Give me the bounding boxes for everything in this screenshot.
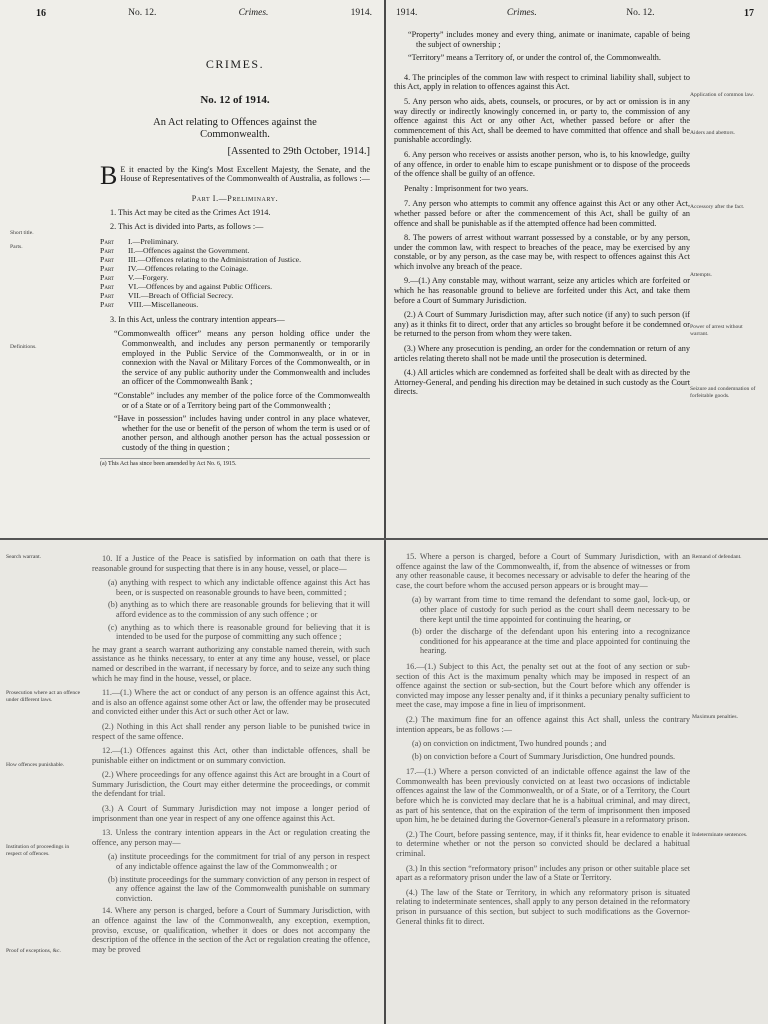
running-header-right xyxy=(396,6,754,20)
margin-note: Seizure and condemnation of forfeitable goods. xyxy=(690,386,756,399)
paragraph-a: (a) by warrant from time to time remand the defendant to some gaol, lock-up, or other place of custody for such period as the court shall deem necessary to be there kept until the time appointed for continuing the hearing, or xyxy=(412,595,690,624)
footnote: (a) This Act has since been amended by Act No. 6, 1915. xyxy=(100,458,370,468)
margin-note: Short title. xyxy=(10,230,34,236)
section-6: 6. Any person who receives or assists another person, who is, to his knowledge, guilty of any offence, in order to enable him to escape punishment or to dispose of the proceeds of the offence shall be guilty of an offence. xyxy=(394,149,690,179)
paragraph-a: (a) institute proceedings for the commitment for trial of any person in respect of any indictable offence against the law of the Commonwealth ; or xyxy=(108,852,370,872)
section-2: 2. This Act is divided into Parts, as follows :— xyxy=(110,222,264,232)
running-topic: Crimes. xyxy=(238,8,269,18)
section-9-1: 9.—(1.) Any constable may, without warrant, seize any articles which are forfeited or which he has reasonable ground to believe are forfeited under this Act, and take them before a Court of Summary Jurisdiction. xyxy=(394,276,690,305)
section-11-2: (2.) Nothing in this Act shall render any person liable to be punished twice in respect of the same offence. xyxy=(92,721,370,741)
drop-cap: B xyxy=(100,160,118,190)
margin-note: Institution of proceedings in respect of offences. xyxy=(6,844,70,857)
lower-left-body xyxy=(92,554,370,959)
enacting-formula xyxy=(100,160,370,190)
act-short-title: CRIMES. xyxy=(205,57,265,71)
lower-left-page xyxy=(0,540,384,1024)
paragraph-a: (a) anything with respect to which any indictable offence against this Act has been, or is suspected on reasonable grounds to have been, committed ; xyxy=(108,578,370,597)
enacting-text: E it enacted by the King's Most Excellent Majesty, the Senate, and the House of Representatives of the Commonwealth of Australia, as follows :— xyxy=(120,164,370,184)
margin-note: Indeterminate sentences. xyxy=(692,832,748,838)
section-17-3: (3.) In this section “reformatory prison” includes any prison or other suitable place set apart as a reformatory prison under the law of a State or Territory. xyxy=(396,863,690,883)
section-7: 7. Any person who attempts to commit any offence against this Act or any other Act, whether passed before or after the commencement of this Act, shall be guilty of an offence and shall be punishable as if the attempted offence had been committed. xyxy=(394,199,690,228)
section-10: 10. If a Justice of the Peace is satisfied by information on oath that there is reasonable ground for suspecting that there is in any house, vessel, or place— xyxy=(92,554,370,573)
margin-note: How offences punishable. xyxy=(6,762,65,768)
margin-note: Aiders and abettors. xyxy=(690,130,735,136)
paragraph-b: (b) institute proceedings for the summary conviction of any person in respect of any offence against the law of the Commonwealth punishable on summary conviction. xyxy=(108,874,370,903)
section-4: 4. The principles of the common law with respect to criminal liability shall, subject to this Act, apply in relation to offences against this Act. xyxy=(394,72,690,92)
section-12-3: (3.) A Court of Summary Jurisdiction may not impose a longer period of imprisonment than one year in respect of any one offence against this Act. xyxy=(92,804,370,823)
running-topic: Crimes. xyxy=(506,8,537,18)
long-title: An Act relating to Offences against the Commonwealth. xyxy=(153,117,317,141)
parts-list xyxy=(100,237,370,309)
definition: “Have in possession” includes having under control in any place whatever, whether for the use or benefit of the person of whom the term is used or of another person, and although another person has the actual possession or custody of the thing in question ; xyxy=(114,414,370,452)
running-year: 1914. xyxy=(396,8,418,18)
parts-list-item: Part IV.—Offences relating to the Coinage. xyxy=(100,263,249,273)
definition: “Constable” includes any member of the police force of the Commonwealth or of a State or of a Territory being part of the Commonwealth ; xyxy=(114,390,370,410)
parts-list-item: Part VII.—Breach of Official Secrecy. xyxy=(100,290,234,300)
parts-list-item: Part VIII.—Miscellaneous. xyxy=(100,299,199,309)
section-12-2: (2.) Where proceedings for any offence against this Act are brought in a Court of Summary Jurisdiction, the Court may either determine the proceedings, or commit the defendant for trial. xyxy=(92,770,370,799)
definition: “Property” includes money and every thing, animate or inanimate, capable of being the subject of ownership ; xyxy=(408,30,690,49)
running-header-left xyxy=(36,6,372,20)
section-16-1: 16.—(1.) Subject to this Act, the penalty set out at the foot of any section or sub-section of this Act is the maximum penalty which may be imposed in respect of an offence against the section or sub-section, but the Court before which any offender is convicted may impose any lesser penalty and, if it thinks a pecuniary penalty sufficient to meet the case, may impose a fine in lieu of imprisonment. xyxy=(396,661,690,710)
margin-note: Search warrant. xyxy=(6,554,42,560)
margin-note: Remand of defendant. xyxy=(692,554,742,560)
definition: “Commonwealth officer” means any person holding office under the Commonwealth, and includes any person permanently or temporarily employed in the Public Service of the Commonwealth, or in or in connexion with the Naval or Military Forces of the Commonwealth, or in the service of any public authority under the Commonwealth and includes an officer of the Commonwealth Bank ; xyxy=(114,329,370,387)
penalty: Penalty : Imprisonment for two years. xyxy=(404,183,529,193)
act-number: No. 12. xyxy=(128,8,157,18)
assent-date: [Assented to 29th October, 1914.] xyxy=(227,146,370,158)
parts-list-item: Part I.—Preliminary. xyxy=(100,236,179,246)
section-9-3: (3.) Where any prosecution is pending, an order for the condemnation or return of any articles relating thereto shall not be made until the prosecution is determined. xyxy=(394,344,690,363)
paragraph-b: (b) on conviction before a Court of Summary Jurisdiction, One hundred pounds. xyxy=(412,751,676,761)
section-9-2: (2.) A Court of Summary Jurisdiction may, after such notice (if any) to such person (if any) as it thinks fit to direct, order that any articles so brought before it be condemned or be returned to the person from whom they were taken. xyxy=(394,310,690,339)
margin-note: Parts. xyxy=(10,244,23,250)
page-16-body xyxy=(100,57,370,468)
lower-right-page xyxy=(386,540,768,1024)
parts-list-item: Part VI.—Offences by and against Public Officers. xyxy=(100,281,273,291)
definition: “Territory” means a Territory of, or under the control of, the Commonwealth. xyxy=(408,53,661,63)
margin-note: Proof of exceptions, &c. xyxy=(6,948,61,954)
paragraph-a: (a) on conviction on indictment, Two hundred pounds ; and xyxy=(412,739,607,749)
section-14: 14. Where any person is charged, before a Court of Summary Jurisdiction, with an offence against the law of the Commonwealth, any exception, exemption, proviso, excuse, or qualification, whether it does or does not accompany the description of the offence in the section of the Act or regulation creating the offence, may be proved xyxy=(92,906,370,954)
section-17-1: 17.—(1.) Where a person convicted of an indictable offence against the law of the Commonwealth has been previously convicted on at least two occasions of indictable offences against the law of the Commonwealth, or of a State, or of a Territory, the Court before which he is convicted may declare that he is a habitual criminal, and may direct, as part of his sentence, that on the expiration of the term of imprisonment then imposed upon him, he be detained during the Governor-General's pleasure in a reformatory prison. xyxy=(396,767,690,825)
section-8: 8. The powers of arrest without warrant possessed by a constable, or by any person, under the common law, with respect to breaches of the peace, may be exercised by any constable, or by any person, as the case may be, with respect to offences against this Act which involve any breach of the peace. xyxy=(394,233,690,271)
margin-note: Accessory after the fact. xyxy=(690,204,745,210)
section-10-tail: he may grant a search warrant authorizing any constable named therein, with such assistance as he thinks necessary, to enter at any time any house, vessel, or place named or described in the warrant, if necessary by force, and to seize any such thing which he may find in the house, vessel, or place. xyxy=(92,644,370,683)
section-12-1: 12.—(1.) Offences against this Act, other than indictable offences, shall be punishable either on indictment or on summary conviction. xyxy=(92,746,370,765)
margin-note: Application of common law. xyxy=(690,92,754,98)
section-16-2: (2.) The maximum fine for an offence against this Act shall, unless the contrary intention appears, be as follows :— xyxy=(396,714,690,734)
page-number: 17 xyxy=(744,7,754,19)
margin-note: Prosecution where act an offence under different laws. xyxy=(6,690,81,703)
page-number: 16 xyxy=(36,7,46,19)
margin-note: Power of arrest without warrant. xyxy=(690,324,743,337)
paragraph-b: (b) anything as to which there are reasonable grounds for believing that it will afford evidence as to the commission of any such offence ; or xyxy=(108,600,370,619)
page-17 xyxy=(386,0,768,538)
part-heading: Part I.—Preliminary. xyxy=(191,193,279,203)
parts-list-item: Part III.—Offences relating to the Administration of Justice. xyxy=(100,254,302,264)
section-9-4: (4.) All articles which are condemned as forfeited shall be dealt with as directed by the Attorney-General, and pending his direction may be detained in such custody as the Court directs. xyxy=(394,368,690,397)
parts-list-item: Part V.—Forgery. xyxy=(100,272,169,282)
lower-right-body xyxy=(396,552,690,931)
margin-note: Definitions. xyxy=(10,344,37,350)
margin-note: Maximum penalties. xyxy=(692,714,738,720)
section-15: 15. Where a person is charged, before a Court of Summary Jurisdiction, with an offence against the law of the Commonwealth, if, from the absence of witnesses or from any other reasonable cause, it becomes necessary or advisable to defer the hearing of the case, the court before whom the accused person appears or is brought may— xyxy=(396,552,690,590)
section-3: 3. In this Act, unless the contrary intention appears— xyxy=(110,314,285,324)
section-11-1: 11.—(1.) Where the act or conduct of any person is an offence against this Act, and is also an offence against some other Act or law, the offender may be prosecuted and convicted either under this Act or such other Act or law. xyxy=(92,688,370,717)
paragraph-c: (c) anything as to which there is reasonable ground for believing that it is intended to be used for the purpose of committing any such offence ; xyxy=(108,622,370,642)
page-16 xyxy=(0,0,384,538)
section-1: 1. This Act may be cited as the Crimes Act 1914. xyxy=(110,207,271,217)
section-5: 5. Any person who aids, abets, counsels, or procures, or by act or omission is in any way directly or indirectly knowingly concerned in, or party to, the commission of any offence against this Act or any other Act, whether passed before or after the commencement of this Act, shall be deemed to have committed that offence and shall be punishable accordingly. xyxy=(394,96,690,145)
parts-list-item: Part II.—Offences against the Government. xyxy=(100,245,250,255)
page-17-body xyxy=(394,30,690,402)
paragraph-b: (b) order the discharge of the defendant upon his entering into a recognizance conditioned for his appearance at the time and place appointed for continuing the hearing. xyxy=(412,627,690,656)
section-17-2: (2.) The Court, before passing sentence, may, if it thinks fit, hear evidence to enable it to determine whether or not the person so convicted should be declared a habitual criminal. xyxy=(396,829,690,859)
section-13: 13. Unless the contrary intention appears in the Act or regulation creating the offence, any person may— xyxy=(92,828,370,847)
act-number: No. 12. xyxy=(626,8,655,18)
act-number-heading: No. 12 of 1914. xyxy=(200,93,270,106)
section-17-4: (4.) The law of the State or Territory, in which any reformatory prison is situated relating to indeterminate sentences, shall apply to any person detained in the reformatory prison in pursuance of this section, but subject to such modifications as the Governor-General thinks fit to direct. xyxy=(396,887,690,926)
margin-note: Attempts. xyxy=(690,272,712,278)
running-year: 1914. xyxy=(350,8,372,18)
